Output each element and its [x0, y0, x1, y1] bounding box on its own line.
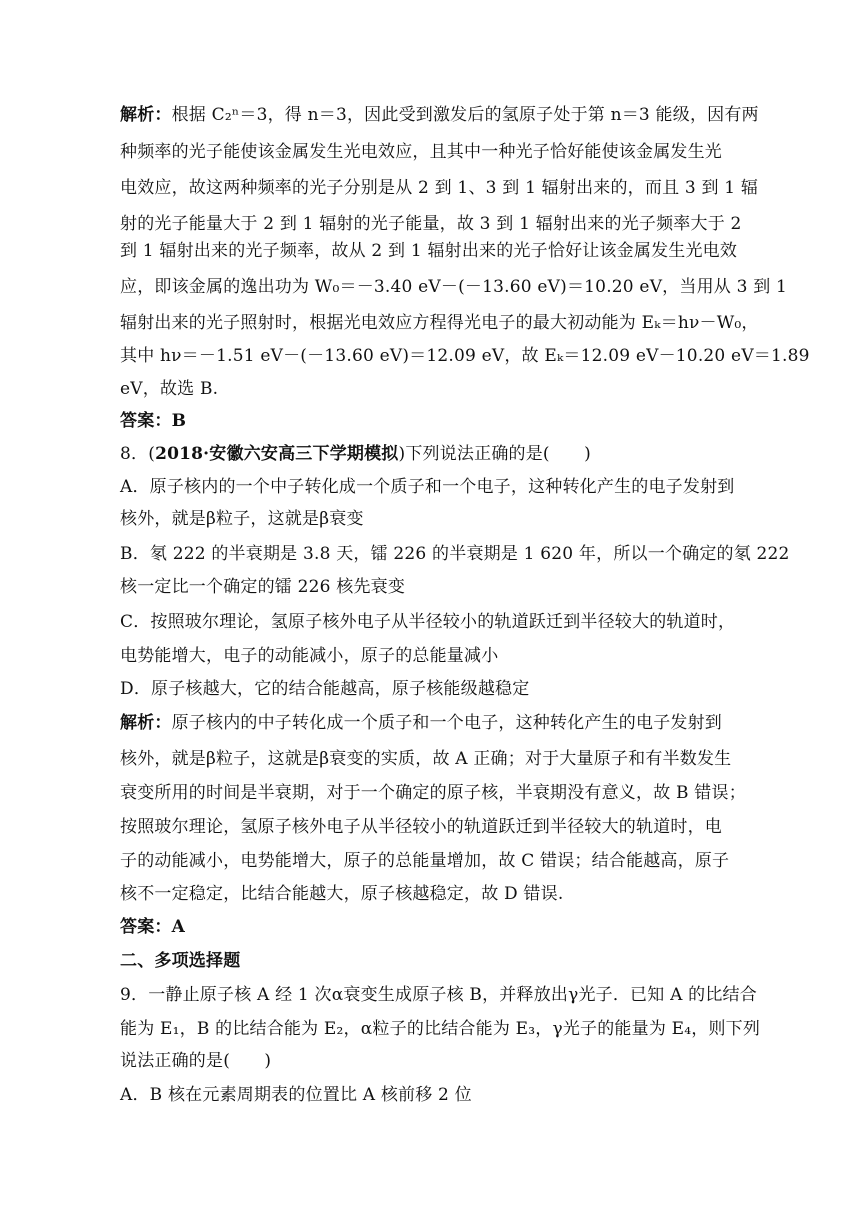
- answer-1: 答案：B: [120, 411, 187, 431]
- explanation-1-line-2: 种频率的光子能使该金属发生光电效应，且其中一种光子恰好能使该金属发生光: [120, 142, 722, 162]
- q8-option-a-line-1: A．原子核内的一个中子转化成一个质子和一个电子，这种转化产生的电子发射到: [120, 477, 735, 497]
- explanation-1-line-3: 电效应，故这两种频率的光子分别是从 2 到 1、3 到 1 辐射出来的，而且 3 到 1 辐: [120, 178, 759, 198]
- explanation-1-line-8: 其中 hν＝－1.51 eV－(－13.60 eV)＝12.09 eV，故 Eₖ＝12.09 eV－10.20 eV＝1.89: [120, 346, 810, 366]
- q8-option-c-line-1: C．按照玻尔理论，氢原子核外电子从半径较小的轨道跃迁到半径较大的轨道时，: [120, 612, 736, 632]
- explanation-2-line-6: 核不一定稳定，比结合能越大，原子核越稳定，故 D 错误.: [120, 884, 564, 904]
- q8-option-b-line-1: B．氡 222 的半衰期是 3.8 天，镭 226 的半衰期是 1 620 年，所以一个确定的氡 222: [120, 544, 790, 564]
- q8-option-a-line-2: 核外，就是β粒子，这就是β衰变: [120, 509, 364, 529]
- explanation-2-line-4: 按照玻尔理论，氢原子核外电子从半径较小的轨道跃迁到半径较大的轨道时，电: [120, 817, 722, 837]
- explanation-1-line-4: 射的光子能量大于 2 到 1 辐射的光子能量，故 3 到 1 辐射出来的光子频率大于 2: [120, 214, 742, 234]
- question-text: )下列说法正确的是( ): [398, 444, 591, 464]
- question-9-line-3: 说法正确的是( ): [120, 1051, 272, 1071]
- q8-option-b-line-2: 核一定比一个确定的镭 226 核先衰变: [120, 577, 406, 597]
- q8-option-d: D．原子核越大，它的结合能越高，原子核能级越稳定: [120, 679, 530, 699]
- explanation-2-line-3: 衰变所用的时间是半衰期，对于一个确定的原子核，半衰期没有意义，故 B 错误；: [120, 783, 746, 803]
- question-source: 2018·安徽六安高三下学期模拟: [155, 444, 399, 464]
- explanation-2-line-5: 子的动能减小，电势能增大，原子的总能量增加，故 C 错误；结合能越高，原子: [120, 851, 730, 871]
- explanation-1-line-6: 应，即该金属的逸出功为 W₀＝－3.40 eV－(－13.60 eV)＝10.20 eV，当用从 3 到 1: [120, 277, 788, 297]
- explanation-label: 解析：: [120, 713, 172, 733]
- question-9-line-1: 9．一静止原子核 A 经 1 次α衰变生成原子核 B，并释放出γ光子．已知 A 的比结合: [120, 985, 757, 1005]
- explanation-text: 原子核内的中子转化成一个质子和一个电子，这种转化产生的电子发射到: [171, 713, 723, 733]
- explanation-2-line-1: [120, 712, 722, 736]
- explanation-label: 解析：: [120, 105, 172, 125]
- explanation-text: 根据 C₂ⁿ＝3，得 n＝3，因此受到激发后的氢原子处于第 n＝3 能级，因有两: [171, 105, 759, 125]
- explanation-1-line-1: [120, 104, 759, 128]
- question-9-line-2: 能为 E₁，B 的比结合能为 E₂，α粒子的比结合能为 E₃，γ光子的能量为 E₄，则下列: [120, 1019, 761, 1039]
- question-8-stem: [120, 443, 591, 467]
- explanation-2-line-2: 核外，就是β粒子，这就是β衰变的实质，故 A 正确；对于大量原子和有半数发生: [120, 749, 732, 769]
- section-heading: 二、多项选择题: [120, 951, 241, 971]
- answer-2: 答案：A: [120, 917, 185, 937]
- q8-option-c-line-2: 电势能增大，电子的动能减小，原子的总能量减小: [120, 646, 499, 666]
- explanation-1-line-5: 到 1 辐射出来的光子频率，故从 2 到 1 辐射出来的光子恰好让该金属发生光电效: [120, 241, 738, 261]
- question-number: 8．(: [120, 444, 156, 464]
- explanation-1-line-7: 辐射出来的光子照射时，根据光电效应方程得光电子的最大初动能为 Eₖ＝hν－W₀，: [120, 313, 759, 333]
- explanation-1-line-9: eV，故选 B.: [120, 379, 219, 399]
- q9-option-a: A．B 核在元素周期表的位置比 A 核前移 2 位: [120, 1085, 472, 1105]
